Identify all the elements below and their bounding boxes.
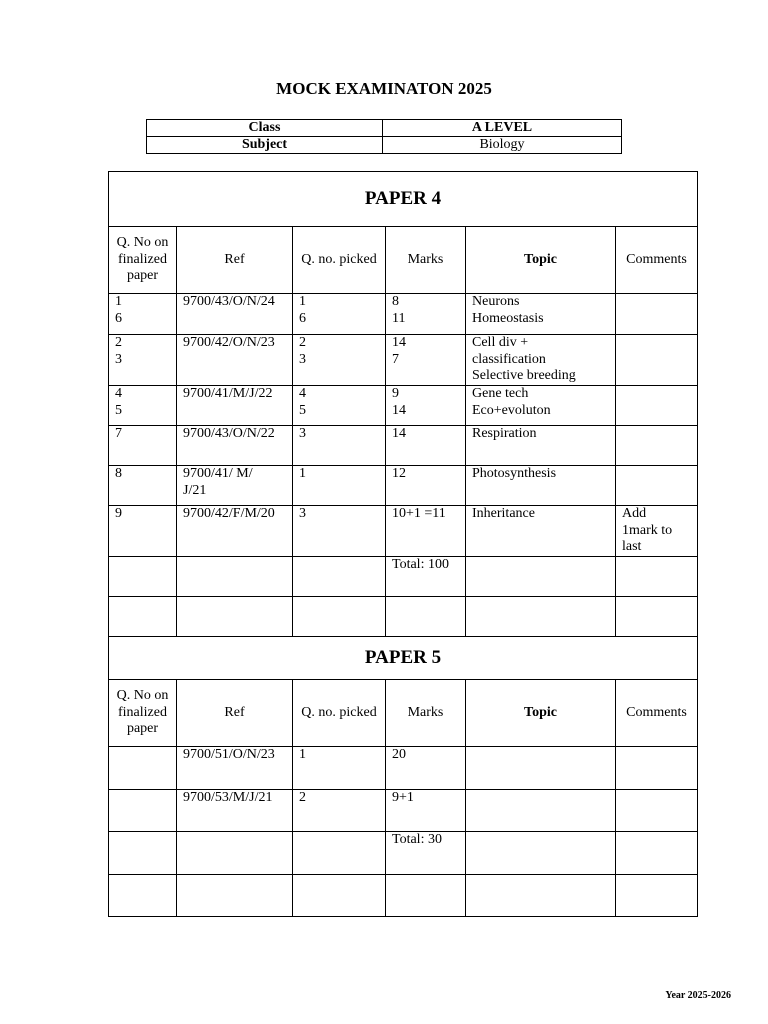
- cell-q-picked: [293, 875, 386, 917]
- cell-marks: 8 11: [386, 294, 466, 335]
- cell-topic: [466, 832, 616, 875]
- cell-topic: Respiration: [466, 426, 616, 466]
- cell-ref: 9700/53/M/J/21: [177, 790, 293, 832]
- cell-comments: [616, 747, 698, 790]
- cell-comments: [616, 875, 698, 917]
- cell-q-picked: 2: [293, 790, 386, 832]
- cell-marks: 14 7: [386, 335, 466, 386]
- cell-ref: [177, 557, 293, 597]
- cell-topic: [466, 557, 616, 597]
- cell-q-no: [109, 832, 177, 875]
- cell-q-picked: 1: [293, 747, 386, 790]
- cell-topic: Inheritance: [466, 506, 616, 557]
- cell-marks: 9 14: [386, 386, 466, 426]
- cell-topic: Cell div + classification Selective breeding: [466, 335, 616, 386]
- table-row: [109, 506, 698, 557]
- cell-q-no: 1 6: [109, 294, 177, 335]
- cell-comments: [616, 386, 698, 426]
- cell-ref: 9700/43/O/N/22: [177, 426, 293, 466]
- document-title: MOCK EXAMINATON 2025: [276, 79, 492, 98]
- header-ref: Ref: [177, 227, 293, 294]
- subject-label: Subject: [147, 137, 383, 154]
- cell-ref: 9700/43/O/N/24: [177, 294, 293, 335]
- cell-q-no: 8: [109, 466, 177, 506]
- cell-q-no: [109, 597, 177, 637]
- table-row: [109, 426, 698, 466]
- table-row: [109, 466, 698, 506]
- table-row: [109, 790, 698, 832]
- cell-marks: 20: [386, 747, 466, 790]
- footer-year: Year 2025-2026: [665, 990, 731, 1001]
- table-row: [109, 386, 698, 426]
- cell-ref: [177, 597, 293, 637]
- cell-comments: [616, 426, 698, 466]
- cell-marks: 12: [386, 466, 466, 506]
- table-row: [109, 875, 698, 917]
- cell-q-no: [109, 557, 177, 597]
- cell-marks: 9+1: [386, 790, 466, 832]
- info-row-class: [147, 120, 622, 137]
- table-row: [109, 597, 698, 637]
- class-label: Class: [147, 120, 383, 137]
- cell-comments: [616, 294, 698, 335]
- cell-ref: [177, 875, 293, 917]
- cell-ref: 9700/41/M/J/22: [177, 386, 293, 426]
- cell-q-picked: 3: [293, 426, 386, 466]
- header-topic: Topic: [466, 227, 616, 294]
- papers-table: [108, 171, 698, 917]
- table-row: [109, 557, 698, 597]
- cell-marks: Total: 30: [386, 832, 466, 875]
- cell-marks: Total: 100: [386, 557, 466, 597]
- cell-q-picked: 2 3: [293, 335, 386, 386]
- cell-q-picked: [293, 557, 386, 597]
- cell-q-picked: 1 6: [293, 294, 386, 335]
- cell-comments: [616, 557, 698, 597]
- info-row-subject: [147, 137, 622, 154]
- table-row: [109, 832, 698, 875]
- cell-comments: [616, 597, 698, 637]
- table-row: [109, 335, 698, 386]
- class-value: A LEVEL: [383, 120, 622, 137]
- cell-comments: Add 1mark to last: [616, 506, 698, 557]
- cell-q-picked: [293, 832, 386, 875]
- cell-comments: [616, 790, 698, 832]
- cell-topic: Gene tech Eco+evoluton: [466, 386, 616, 426]
- cell-comments: [616, 832, 698, 875]
- header-q-no: Q. No on finalized paper: [109, 227, 177, 294]
- paper4-title-row: [109, 172, 698, 227]
- cell-marks: [386, 875, 466, 917]
- paper4-title: PAPER 4: [109, 172, 698, 227]
- cell-marks: 14: [386, 426, 466, 466]
- header-ref: Ref: [177, 680, 293, 747]
- cell-q-no: 2 3: [109, 335, 177, 386]
- cell-marks: 10+1 =11: [386, 506, 466, 557]
- cell-topic: Neurons Homeostasis: [466, 294, 616, 335]
- table-row: [109, 294, 698, 335]
- cell-topic: [466, 790, 616, 832]
- cell-topic: [466, 875, 616, 917]
- cell-ref: 9700/42/F/M/20: [177, 506, 293, 557]
- cell-q-no: [109, 875, 177, 917]
- paper5-header-row: [109, 680, 698, 747]
- header-q-picked: Q. no. picked: [293, 680, 386, 747]
- cell-q-picked: 4 5: [293, 386, 386, 426]
- header-marks: Marks: [386, 227, 466, 294]
- header-comments: Comments: [616, 680, 698, 747]
- info-table: [146, 119, 622, 154]
- subject-value: Biology: [383, 137, 622, 154]
- cell-q-picked: 1: [293, 466, 386, 506]
- cell-ref: 9700/42/O/N/23: [177, 335, 293, 386]
- header-q-no: Q. No on finalized paper: [109, 680, 177, 747]
- cell-comments: [616, 466, 698, 506]
- cell-q-picked: [293, 597, 386, 637]
- cell-topic: Photosynthesis: [466, 466, 616, 506]
- cell-topic: [466, 747, 616, 790]
- header-comments: Comments: [616, 227, 698, 294]
- cell-q-no: 4 5: [109, 386, 177, 426]
- header-marks: Marks: [386, 680, 466, 747]
- cell-ref: [177, 832, 293, 875]
- cell-ref: 9700/41/ M/ J/21: [177, 466, 293, 506]
- header-q-picked: Q. no. picked: [293, 227, 386, 294]
- paper4-header-row: [109, 227, 698, 294]
- cell-q-no: [109, 747, 177, 790]
- cell-marks: [386, 597, 466, 637]
- cell-ref: 9700/51/O/N/23: [177, 747, 293, 790]
- cell-comments: [616, 335, 698, 386]
- cell-topic: [466, 597, 616, 637]
- header-topic: Topic: [466, 680, 616, 747]
- table-row: [109, 747, 698, 790]
- cell-q-picked: 3: [293, 506, 386, 557]
- cell-q-no: 7: [109, 426, 177, 466]
- paper5-title: PAPER 5: [109, 637, 698, 680]
- cell-q-no: [109, 790, 177, 832]
- paper5-title-row: [109, 637, 698, 680]
- cell-q-no: 9: [109, 506, 177, 557]
